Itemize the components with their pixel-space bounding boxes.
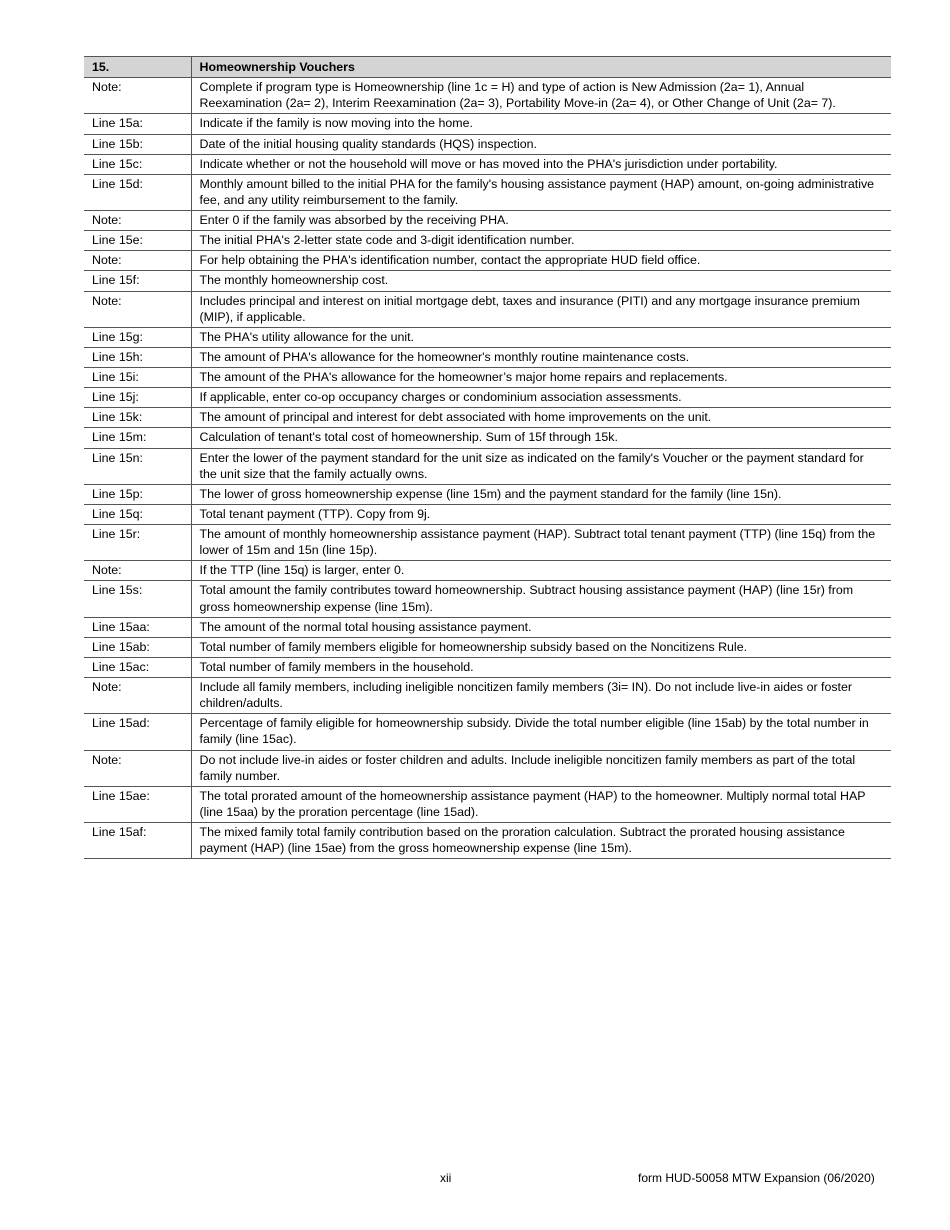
row-description: The total prorated amount of the homeownership assistance payment (HAP) to the homeowner. Multiply normal total HAP (line 15aa) by the proration percentage (line 15ad).: [191, 786, 891, 822]
row-label: Line 15ae:: [84, 786, 191, 822]
table-row: [84, 428, 891, 448]
row-description: Include all family members, including ineligible noncitizen family members (3i= IN). Do not include live-in aides or foster children/adults.: [191, 678, 891, 714]
row-label: Line 15ab:: [84, 637, 191, 657]
row-label: Line 15q:: [84, 504, 191, 524]
row-description: If applicable, enter co-op occupancy charges or condominium association assessments.: [191, 388, 891, 408]
table-row: [84, 134, 891, 154]
table-row: [84, 637, 891, 657]
row-description: The monthly homeownership cost.: [191, 271, 891, 291]
table-row: [84, 388, 891, 408]
table-row: [84, 678, 891, 714]
row-label: Line 15b:: [84, 134, 191, 154]
row-label: Line 15p:: [84, 484, 191, 504]
row-label: Line 15e:: [84, 231, 191, 251]
row-description: Includes principal and interest on initial mortgage debt, taxes and insurance (PITI) and any mortgage insurance premium (MIP), if applicable.: [191, 291, 891, 327]
row-description: For help obtaining the PHA's identification number, contact the appropriate HUD field office.: [191, 251, 891, 271]
section-title: Homeownership Vouchers: [191, 57, 891, 78]
form-identifier: form HUD-50058 MTW Expansion (06/2020): [638, 1171, 875, 1185]
row-description: Total number of family members eligible for homeownership subsidy based on the Noncitizens Rule.: [191, 637, 891, 657]
table-row: [84, 525, 891, 561]
section-header-row: [84, 57, 891, 78]
section-number: 15.: [84, 57, 191, 78]
table-row: [84, 484, 891, 504]
row-label: Note:: [84, 211, 191, 231]
row-description: Percentage of family eligible for homeownership subsidy. Divide the total number eligible (line 15ab) by the total number in family (line 15ac).: [191, 714, 891, 750]
row-description: Date of the initial housing quality standards (HQS) inspection.: [191, 134, 891, 154]
row-label: Line 15n:: [84, 448, 191, 484]
row-description: The amount of PHA's allowance for the homeowner's monthly routine maintenance costs.: [191, 347, 891, 367]
table-row: [84, 657, 891, 677]
row-label: Line 15d:: [84, 174, 191, 210]
table-row: [84, 154, 891, 174]
row-label: Note:: [84, 750, 191, 786]
table-row: [84, 504, 891, 524]
row-description: Monthly amount billed to the initial PHA for the family's housing assistance payment (HAP) amount, on-going administrative fee, and any utility reimbursement to the family.: [191, 174, 891, 210]
table-row: [84, 448, 891, 484]
row-label: Note:: [84, 678, 191, 714]
row-label: Line 15a:: [84, 114, 191, 134]
table-row: [84, 114, 891, 134]
row-description: Complete if program type is Homeownership (line 1c = H) and type of action is New Admission (2a= 1), Annual Reexamination (2a= 2), Interim Reexamination (2a= 3), Portability Move-in (2a= 4), or Other Change of Unit (2a= 7).: [191, 78, 891, 114]
row-label: Line 15s:: [84, 581, 191, 617]
row-description: The initial PHA's 2-letter state code and 3-digit identification number.: [191, 231, 891, 251]
page-number: xii: [440, 1171, 452, 1185]
row-description: Total amount the family contributes toward homeownership. Subtract housing assistance payment (HAP) (line 15r) from gross homeownership expense (line 15m).: [191, 581, 891, 617]
row-description: Total number of family members in the household.: [191, 657, 891, 677]
table-row: [84, 561, 891, 581]
row-description: The amount of the PHA's allowance for the homeowner’s major home repairs and replacements.: [191, 368, 891, 388]
row-label: Line 15j:: [84, 388, 191, 408]
row-description: Enter the lower of the payment standard for the unit size as indicated on the family's Voucher or the payment standard for the unit size that the family actually owns.: [191, 448, 891, 484]
row-label: Note:: [84, 291, 191, 327]
row-label: Line 15c:: [84, 154, 191, 174]
row-label: Line 15ad:: [84, 714, 191, 750]
table-row: [84, 581, 891, 617]
row-label: Line 15k:: [84, 408, 191, 428]
table-row: [84, 823, 891, 859]
row-description: Total tenant payment (TTP). Copy from 9j.: [191, 504, 891, 524]
table-row: [84, 271, 891, 291]
row-description: Indicate whether or not the household will move or has moved into the PHA's jurisdiction under portability.: [191, 154, 891, 174]
row-label: Line 15aa:: [84, 617, 191, 637]
row-label: Line 15h:: [84, 347, 191, 367]
row-label: Line 15m:: [84, 428, 191, 448]
table-row: [84, 231, 891, 251]
table-row: [84, 291, 891, 327]
table-row: [84, 251, 891, 271]
row-description: The PHA's utility allowance for the unit.: [191, 327, 891, 347]
table-row: [84, 347, 891, 367]
row-label: Line 15f:: [84, 271, 191, 291]
table-row: [84, 327, 891, 347]
table-row: [84, 174, 891, 210]
row-description: Indicate if the family is now moving into the home.: [191, 114, 891, 134]
row-label: Line 15af:: [84, 823, 191, 859]
row-description: If the TTP (line 15q) is larger, enter 0.: [191, 561, 891, 581]
row-description: The amount of monthly homeownership assistance payment (HAP). Subtract total tenant payment (TTP) (line 15q) from the lower of 15m and 15n (line 15p).: [191, 525, 891, 561]
table-row: [84, 617, 891, 637]
table-row: [84, 750, 891, 786]
row-label: Line 15i:: [84, 368, 191, 388]
row-label: Note:: [84, 561, 191, 581]
instructions-body: [84, 78, 891, 859]
row-label: Line 15g:: [84, 327, 191, 347]
row-description: Enter 0 if the family was absorbed by the receiving PHA.: [191, 211, 891, 231]
row-description: The mixed family total family contribution based on the proration calculation. Subtract the prorated housing assistance payment (HAP) (line 15ae) from the gross homeownership expense (line 15m).: [191, 823, 891, 859]
row-label: Note:: [84, 251, 191, 271]
row-label: Line 15ac:: [84, 657, 191, 677]
row-label: Line 15r:: [84, 525, 191, 561]
table-row: [84, 78, 891, 114]
table-row: [84, 211, 891, 231]
row-description: Do not include live-in aides or foster children and adults. Include ineligible noncitizen family members as part of the total family number.: [191, 750, 891, 786]
row-description: The lower of gross homeownership expense (line 15m) and the payment standard for the family (line 15n).: [191, 484, 891, 504]
instructions-table: [84, 56, 891, 859]
row-description: The amount of the normal total housing assistance payment.: [191, 617, 891, 637]
row-label: Note:: [84, 78, 191, 114]
table-row: [84, 786, 891, 822]
table-row: [84, 714, 891, 750]
table-row: [84, 368, 891, 388]
row-description: The amount of principal and interest for debt associated with home improvements on the unit.: [191, 408, 891, 428]
table-row: [84, 408, 891, 428]
row-description: Calculation of tenant's total cost of homeownership. Sum of 15f through 15k.: [191, 428, 891, 448]
